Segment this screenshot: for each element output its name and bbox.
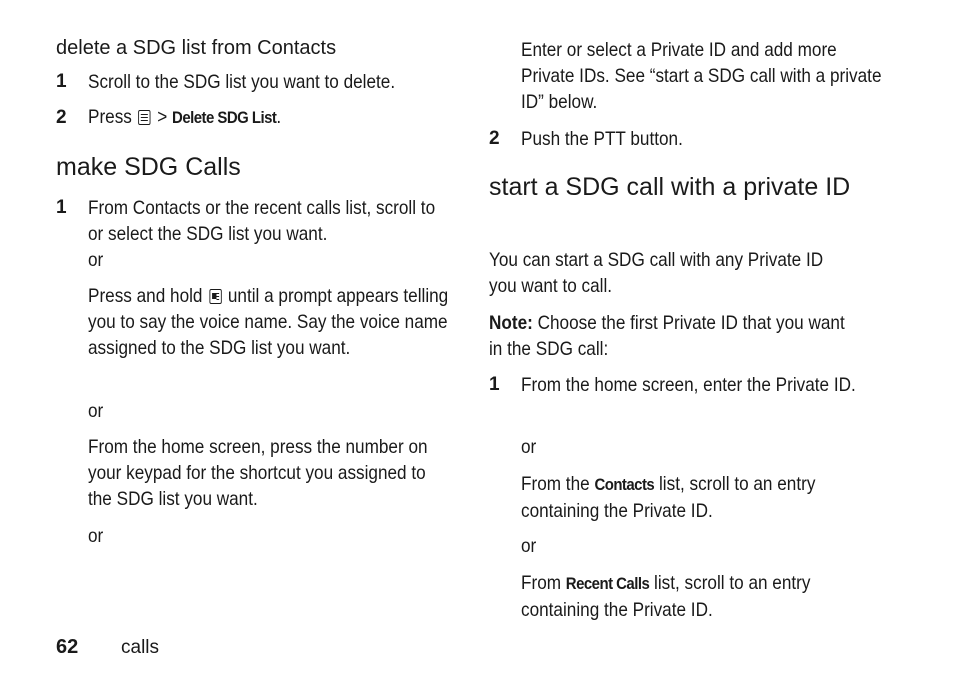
step-paragraph [88, 283, 449, 361]
section-title-start-sdg-private: start a SDG call with a private ID [489, 173, 851, 201]
intro-paragraph: You can start a SDG call with any Private ID you want to call. [489, 249, 824, 297]
or-label: or [88, 525, 104, 547]
step-text: Push the PTT button. [521, 128, 683, 150]
voice-key-icon [209, 289, 221, 304]
step-text: Scroll to the SDG list you want to delete. [88, 71, 396, 93]
or-label: or [521, 436, 537, 458]
footer-section-label: calls [121, 637, 160, 658]
menu-option-delete-sdg-list: Delete SDG List [172, 108, 277, 127]
step-paragraph-pre: From [521, 572, 562, 594]
subheading-delete-sdg: delete a SDG list from Contacts [56, 37, 337, 59]
step-text-pre: Press [88, 106, 132, 128]
note-text: Choose the first Private ID that you want in the SDG call: [489, 312, 845, 360]
or-label: or [88, 249, 104, 271]
step-text: From the home screen, enter the Private ID. [521, 374, 856, 396]
step-paragraph [521, 471, 882, 524]
or-label: or [88, 400, 104, 422]
step-paragraph: From the home screen, press the number on your keypad for the shortcut you assigned to the SDG list you want. [88, 436, 428, 510]
step-number: 1 [489, 374, 500, 395]
menu-key-icon [138, 110, 150, 125]
step-number: 1 [56, 71, 67, 92]
step-text-post: . [276, 106, 282, 128]
step-number: 1 [56, 197, 67, 218]
step-text [88, 104, 449, 131]
menu-option-recent-calls: Recent Calls [565, 574, 650, 593]
note-label: Note: [489, 312, 533, 334]
step-paragraph-post: until a prompt appears telling you to say the voice name. Say the voice name assigned to the SDG list you want. [88, 285, 449, 359]
step-paragraph-pre: Press and hold [88, 285, 203, 307]
step-text-separator: > [157, 106, 168, 128]
page-number: 62 [56, 636, 79, 658]
section-title-make-sdg-calls: make SDG Calls [56, 153, 241, 181]
step-text: From Contacts or the recent calls list, scroll to or select the SDG list you want. [88, 197, 436, 245]
step-paragraph-post: list, scroll to an entry containing the Private ID. [521, 572, 811, 621]
note-paragraph [489, 310, 850, 362]
step-paragraph [521, 570, 882, 623]
step-paragraph-continued: Enter or select a Private ID and add more Private IDs. See “start a SDG call with a private ID” below. [521, 39, 882, 113]
menu-option-contacts: Contacts [594, 475, 655, 494]
step-paragraph-pre: From the [521, 473, 590, 495]
step-number: 2 [56, 107, 67, 128]
step-paragraph-post: list, scroll to an entry containing the Private ID. [521, 473, 816, 522]
or-label: or [521, 535, 537, 557]
step-number: 2 [489, 128, 500, 149]
